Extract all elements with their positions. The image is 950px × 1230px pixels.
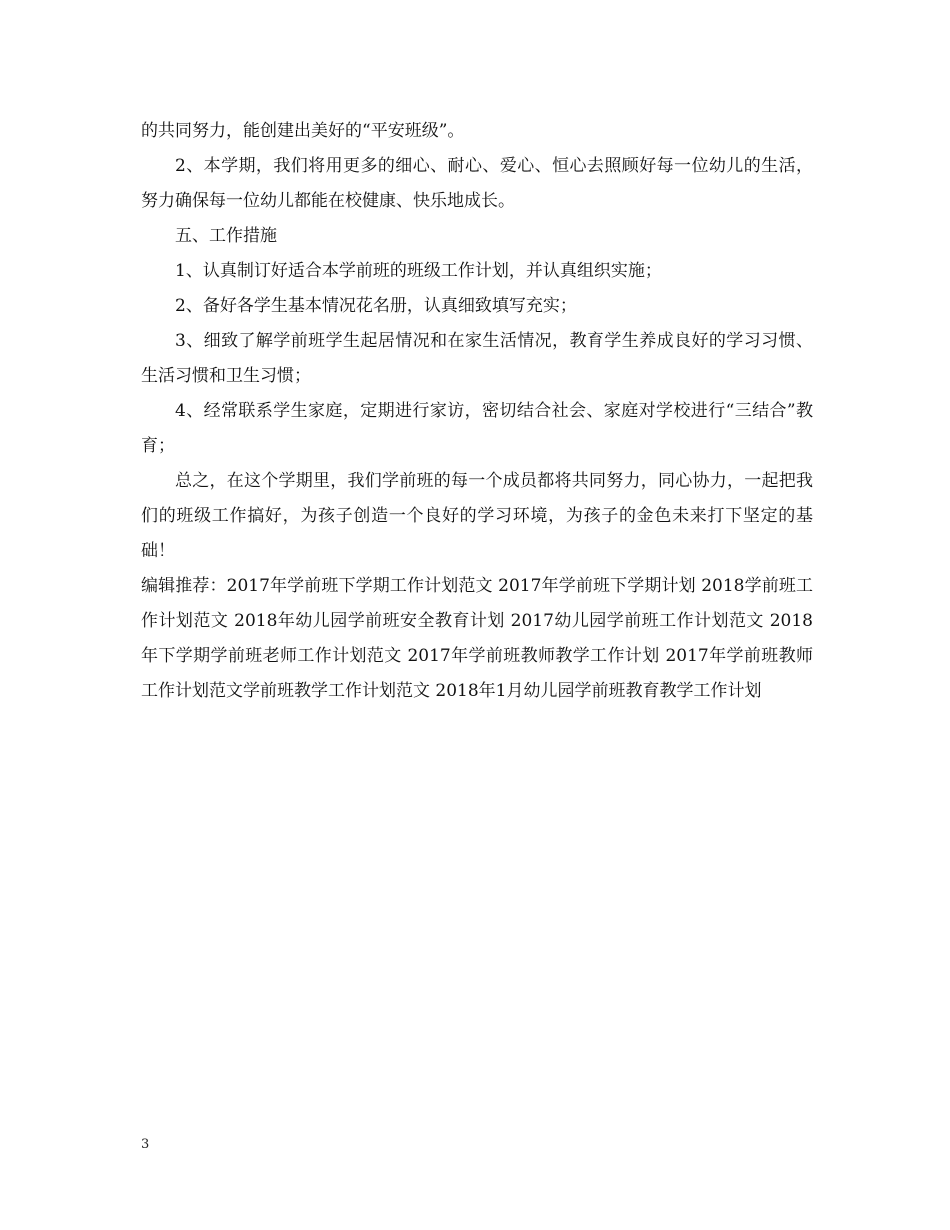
measure-item-1: 1、认真制订好适合本学前班的班级工作计划，并认真组织实施； [175, 261, 662, 281]
measure-item-3: 3、细致了解学前班学生起居情况和在家生活情况，教育学生养成良好的学习习惯、生活习惯和卫生习惯； [141, 331, 813, 386]
measure-item-2: 2、备好各学生基本情况花名册，认真细致填写充实； [175, 296, 577, 316]
editor-recommendations: 编辑推荐：2017年学前班下学期工作计划范文 2017年学前班下学期计划 2018学前班工作计划范文 2018年幼儿园学前班安全教育计划 2017幼儿园学前班工作计划范文 2018年下学期学前班老师工作计划范文 2017年学前班教师教学工作计划 2017年学前班教师工作计划范文学前班教学工作计划范文 2018年1月幼儿园学前班教育教学工作计划 [141, 576, 813, 701]
page-number: 3 [141, 1137, 150, 1152]
section-heading-work-measures: 五、工作措施 [175, 226, 277, 246]
summary-paragraph: 总之，在这个学期里，我们学前班的每一个成员都将共同努力，同心协力，一起把我们的班级工作搞好，为孩子创造一个良好的学习环境，为孩子的金色未来打下坚定的基础！ [141, 471, 813, 561]
paragraph-item-2: 2、本学期，我们将用更多的细心、耐心、爱心、恒心去照顾好每一位幼儿的生活，努力确保每一位幼儿都能在校健康、快乐地成长。 [141, 156, 813, 211]
paragraph-continuation: 的共同努力，能创建出美好的“平安班级”。 [141, 121, 465, 141]
document-body [141, 114, 813, 709]
measure-item-4: 4、经常联系学生家庭，定期进行家访，密切结合社会、家庭对学校进行“三结合”教育； [141, 401, 813, 456]
